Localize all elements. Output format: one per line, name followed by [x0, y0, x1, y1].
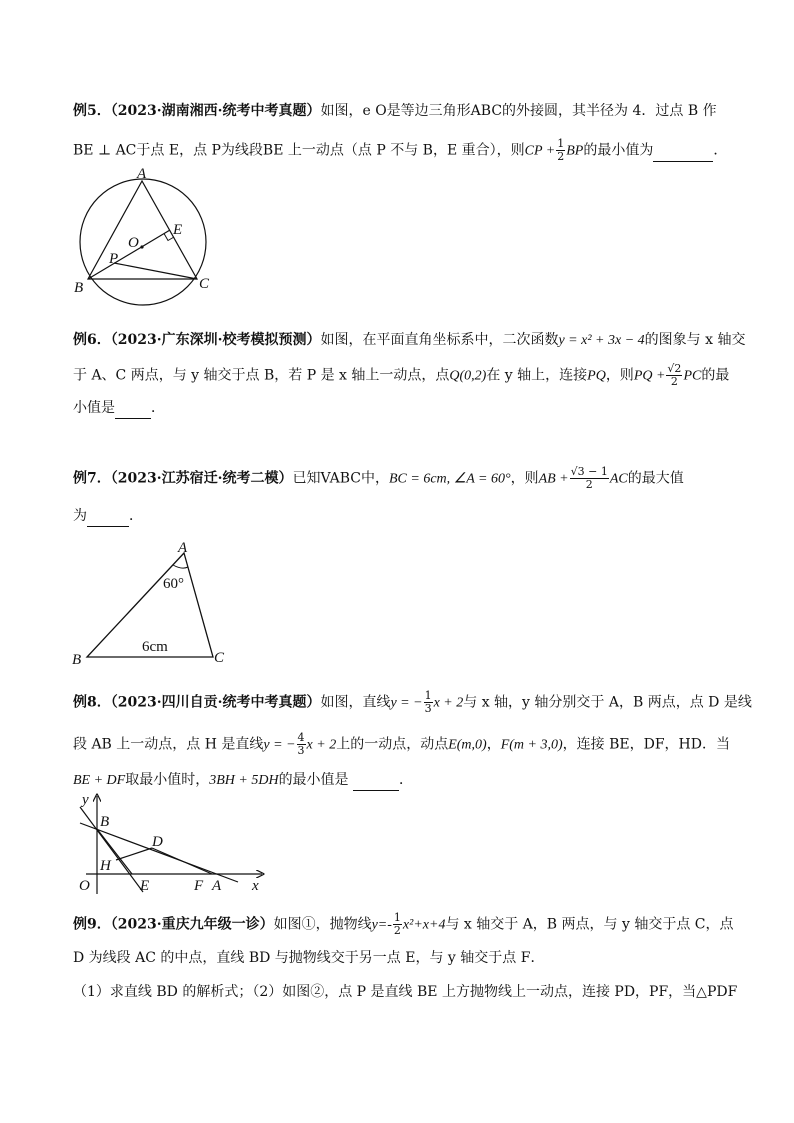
ex8-text3: 段 AB 上一动点，点 H 是直线: [73, 736, 264, 753]
ex6-fraction: [666, 363, 682, 388]
ex6-text3: 于 A、C 两点，与 y 轴交于点 B，若 P 是 x 轴上一动点，点: [73, 367, 450, 384]
ex8-text7: 的最小值是: [278, 772, 349, 788]
ex7-label-C: C: [214, 650, 225, 666]
ex6-answer-blank: [115, 398, 151, 419]
ex8-line2-eq-b: x + 2: [306, 737, 337, 753]
ex7-triangle-figure: [70, 536, 240, 670]
ex6-line1: [73, 330, 745, 351]
ex8-line1-eq-a: y = −: [390, 695, 423, 711]
ex9-text2: 与 x 轴交于 A，B 两点，与 y 轴交于点 C，点: [445, 916, 734, 933]
ex6-line3: [73, 398, 165, 419]
ex5-text1: 如图，e O是等边三角形ABC的外接圆，其半径为 4．过点 B 作: [320, 103, 717, 119]
ex8-line1: [73, 690, 752, 715]
ex8-text4: 上的一动点，动点: [336, 736, 449, 753]
ex7-expr-a: AB +: [538, 471, 569, 487]
ex7-condition: BC = 6cm, ∠A = 60°: [389, 471, 511, 487]
ex9-text3: D 为线段 AC 的中点，直线 BD 与抛物线交于另一点 E，与 y 轴交于点 F．: [73, 950, 545, 966]
ex5-expr-a: CP +: [524, 143, 556, 159]
ex9-eq-a: y=-: [371, 917, 392, 933]
ex5-frac-den: 2: [557, 150, 565, 163]
ex8-text1: 如图，直线: [320, 694, 391, 711]
ex8-label: 例8．: [73, 694, 111, 711]
ex7-text3: 的最大值: [627, 470, 684, 487]
ex7-label: 例7．: [73, 470, 111, 487]
ex5-line1: [73, 101, 717, 121]
ex8-frac1-num: 1: [424, 689, 432, 702]
ex5-label-B: B: [74, 280, 84, 296]
ex8-label-y: y: [82, 792, 89, 808]
ex8-answer-blank: [353, 770, 399, 791]
ex5-label: 例5．: [73, 103, 111, 119]
ex9-line1: [73, 912, 734, 937]
ex8-line2: [73, 732, 730, 757]
ex6-frac-num: √2: [667, 362, 682, 375]
ex9-eq-b: x²+x+4: [402, 917, 446, 933]
ex7-line2: [73, 506, 143, 527]
ex8-label-A: A: [212, 878, 222, 894]
ex7-text4: 为: [73, 508, 87, 524]
ex7-text2: ，则: [510, 470, 539, 487]
ex7-text1: 已知VABC中，: [292, 470, 389, 487]
segment-cp: [114, 263, 197, 279]
ex8-label-E: E: [140, 878, 150, 894]
ex6-line2: [73, 363, 729, 388]
center-o: [140, 245, 143, 248]
ex9-label: 例9．: [73, 916, 111, 933]
ex5-text3: 的最小值为: [583, 142, 654, 159]
ex7-answer-blank: [87, 506, 129, 527]
ex8-line2-eq-a: y = −: [263, 737, 296, 753]
ex6-text5: ，则: [605, 367, 634, 384]
ex8-label-O: O: [79, 878, 90, 894]
ex5-expr-b: BP: [566, 143, 584, 159]
ex9-line2: [73, 948, 544, 968]
circumcircle: [80, 179, 206, 305]
ex5-source: （2023·湖南湘西·统考中考真题）: [110, 103, 321, 119]
ex9-fraction: [393, 912, 402, 937]
angle-a-arc: [173, 565, 188, 568]
ex8-label-H: H: [100, 858, 111, 874]
ex8-frac1-den: 3: [424, 702, 432, 715]
ex5-label-C: C: [199, 276, 210, 292]
ex9-source: （2023·重庆九年级一诊）: [110, 916, 274, 933]
ex7-line1: [73, 466, 684, 491]
ex6-label: 例6．: [73, 332, 111, 348]
ex8-fraction2: [297, 732, 306, 757]
ex5-answer-blank: [653, 141, 713, 162]
ex8-end: ．: [399, 772, 414, 788]
ex5-end: ．: [713, 142, 728, 159]
ex9-frac-den: 2: [393, 924, 401, 937]
ex8-text2: 与 x 轴，y 轴分别交于 A，B 两点，点 D 是线: [463, 694, 752, 711]
ex8-line3: [73, 770, 413, 791]
ex5-line2: [73, 138, 727, 163]
ex7-fraction: [570, 466, 609, 491]
ex5-circle-figure: [74, 168, 224, 298]
segment-hd: [116, 848, 152, 860]
ex6-source: （2023·广东深圳·校考模拟预测）: [110, 332, 321, 348]
ex5-frac-num: 1: [557, 137, 565, 150]
ex8-line1-eq-b: x + 2: [433, 695, 464, 711]
ex6-text2: 的图象与 x 轴交: [644, 332, 746, 348]
ex8-point-e: E(m,0): [448, 737, 487, 753]
ex9-line3: [73, 982, 737, 1002]
ex6-pq: PQ: [587, 368, 606, 384]
ex8-label-x: x: [252, 878, 259, 894]
ex7-label-B: B: [72, 652, 82, 668]
ex8-label-B: B: [100, 814, 110, 830]
ex8-frac2-num: 4: [297, 731, 305, 744]
ex7-angle-label: 60°: [163, 576, 184, 592]
ex5-fraction: [556, 138, 565, 163]
ex8-point-f: F(m + 3,0): [500, 737, 563, 753]
ex6-text7: 小值是: [73, 400, 115, 416]
ex6-text1: 如图，在平面直角坐标系中，二次函数: [320, 332, 559, 348]
ex7-source: （2023·江苏宿迁·统考二模）: [110, 470, 293, 487]
ex7-side-label: 6cm: [142, 639, 168, 655]
ex5-label-A: A: [137, 166, 147, 182]
ex6-end: ．: [151, 400, 165, 416]
ex8-expr-a: BE + DF: [73, 773, 126, 788]
ex7-expr-b: AC: [609, 471, 628, 487]
ex9-frac-num: 1: [393, 911, 401, 924]
ex6-expr-a: PQ +: [633, 368, 666, 384]
ex8-coordinate-figure: [72, 790, 272, 900]
ex8-text5: ，连接 BE，DF，HD．当: [562, 736, 730, 753]
ex8-expr-b: 3BH + 5DH: [209, 773, 279, 788]
ex8-frac2-den: 3: [297, 744, 305, 757]
ex6-point-q: Q(0,2): [449, 368, 487, 384]
ex9-text4: （1）求直线 BD 的解析式；（2）如图②，点 P 是直线 BE 上方抛物线上一动点，连接 PD，PF，当△PDF: [73, 984, 738, 1000]
ex6-expr-b: PC: [683, 368, 702, 384]
ex7-frac-den: 2: [585, 478, 593, 491]
ex8-text6: 取最小值时，: [125, 772, 210, 788]
ex8-source: （2023·四川自贡·统考中考真题）: [110, 694, 321, 711]
ex6-function: y = x² + 3x − 4: [558, 333, 645, 348]
ex5-text2: BE ⊥ AC于点 E，点 P为线段BE 上一动点（点 P 不与 B，E 重合），则: [73, 142, 525, 159]
ex8-label-F: F: [194, 878, 204, 894]
ex7-end: ．: [129, 508, 143, 524]
ex5-label-E: E: [173, 222, 183, 238]
ex7-label-A: A: [178, 540, 188, 556]
ex9-text1: 如图①，抛物线: [273, 916, 372, 933]
ex8-sep: ，: [486, 736, 501, 753]
ex7-frac-num: √3 − 1: [570, 465, 608, 478]
ex6-text4: 在 y 轴上，连接: [486, 367, 588, 384]
ex6-frac-den: 2: [670, 375, 678, 388]
ex8-label-D: D: [152, 834, 163, 850]
ex8-fraction1: [424, 690, 433, 715]
ex5-label-O: O: [128, 235, 139, 251]
ex6-text6: 的最: [701, 367, 730, 384]
ex5-label-P: P: [109, 251, 119, 267]
segment-df: [152, 848, 212, 874]
